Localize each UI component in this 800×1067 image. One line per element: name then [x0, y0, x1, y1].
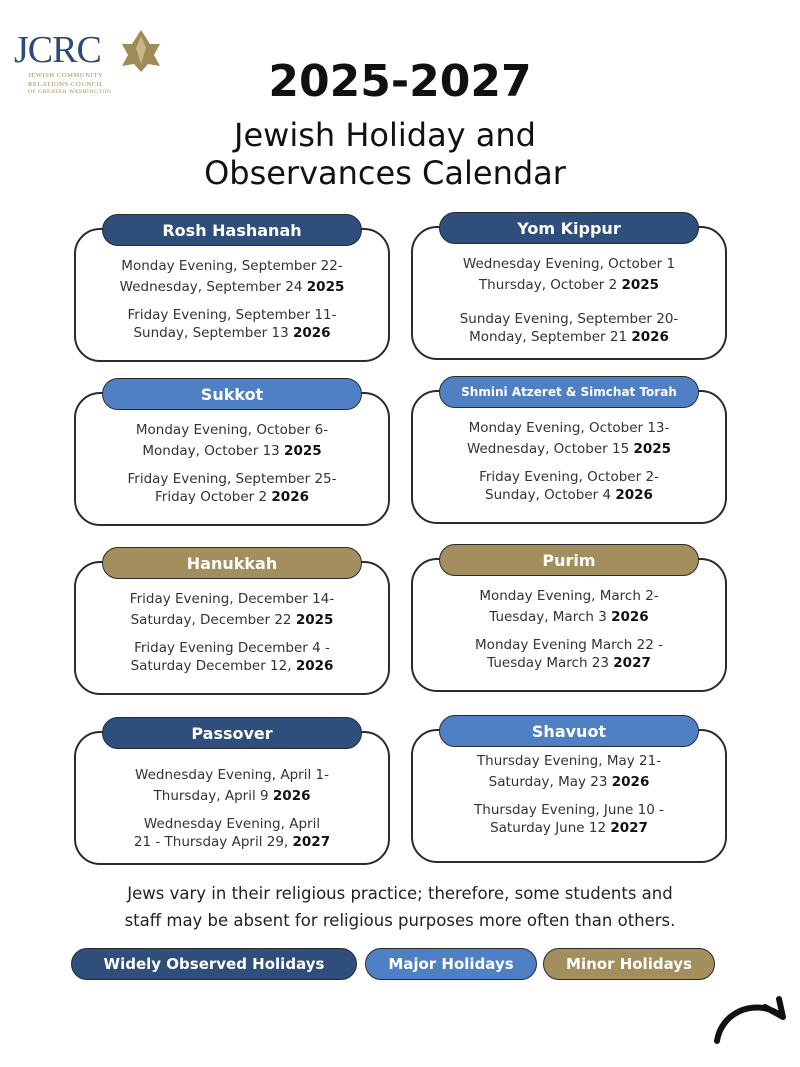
year: 2025 [284, 443, 322, 459]
legend-major: Major Holidays [365, 948, 537, 980]
date-entry: Friday Evening, October 2- Sunday, October 4 2026 [479, 469, 659, 503]
logo-subtitle-line: OF GREATER WASHINGTON [28, 89, 112, 95]
year: 2027 [613, 655, 651, 671]
subtitle-line: Observances Calendar [204, 154, 566, 192]
date-entry: Monday Evening, October 13- Wednesday, October 15 2025 [466, 420, 672, 457]
holiday-name-label: Sukkot [102, 378, 362, 410]
practice-note: Jews vary in their religious practice; therefore, some students and staff may be absent for religious purposes more often than others. [124, 884, 676, 930]
holiday-name-label: Hanukkah [102, 547, 362, 579]
holiday-name-label: Yom Kippur [439, 212, 699, 244]
date-entry: Thursday Evening, June 10 - Saturday June 12 2027 [474, 802, 664, 836]
logo-mark: JCRC [14, 29, 101, 71]
date-entry: Monday Evening March 22 - Tuesday March 23 2027 [475, 637, 663, 671]
holiday-card-passover [74, 723, 390, 865]
holiday-card-rosh-hashanah [74, 220, 390, 362]
year: 2026 [611, 609, 649, 625]
year: 2026 [615, 487, 653, 503]
subtitle-line: Jewish Holiday and [234, 116, 536, 154]
holiday-card-shavuot [411, 721, 727, 863]
year: 2026 [272, 788, 311, 804]
logo-subtitle-line: JEWISH COMMUNITY [28, 72, 104, 79]
holiday-card-purim [411, 550, 727, 692]
date-entry: Monday Evening, March 2- Tuesday, March 3 2026 [479, 588, 659, 625]
date-entry: Friday Evening, December 14- Saturday, December 22 2025 [129, 591, 335, 628]
legend-minor: Minor Holidays [543, 948, 715, 980]
holiday-card-sukkot [74, 384, 390, 526]
year: 2027 [292, 834, 331, 850]
holiday-name-label: Shmini Atzeret & Simchat Torah [439, 376, 699, 408]
holiday-name-label: Purim [439, 544, 699, 576]
holiday-card-yom-kippur [411, 218, 727, 360]
date-entry: Monday Evening, September 22- Wednesday, September 24 2025 [119, 258, 345, 295]
curved-arrow-right-icon[interactable] [705, 995, 795, 1055]
year: 2026 [631, 329, 669, 345]
year: 2026 [611, 774, 650, 790]
date-entry: Wednesday Evening, October 1 Thursday, October 2 2025 [462, 256, 676, 293]
logo-subtitle-line: RELATIONS COUNCIL [28, 81, 105, 88]
holiday-name-label: Passover [102, 717, 362, 749]
year: 2025 [621, 277, 660, 293]
date-entry: Thursday Evening, May 21- Saturday, May 23 2026 [476, 753, 662, 790]
date-entry: Friday Evening, September 25- Friday October 2 2026 [127, 471, 337, 505]
page-subtitle [0, 116, 770, 192]
year: 2026 [292, 325, 331, 341]
date-entry: Friday Evening, September 11- Sunday, September 13 2026 [127, 307, 337, 341]
year: 2025 [633, 441, 672, 457]
year: 2025 [295, 612, 334, 628]
page-title: 2025-2027 [268, 56, 532, 107]
year: 2026 [271, 489, 309, 505]
holiday-card-shmini-atzeret [411, 385, 727, 524]
legend-widely-observed: Widely Observed Holidays [71, 948, 357, 980]
date-entry: Wednesday Evening, April 1- Thursday, April 9 2026 [135, 767, 329, 804]
year: 2026 [295, 658, 334, 674]
holiday-name-label: Shavuot [439, 715, 699, 747]
date-entry: Wednesday Evening, April 21 - Thursday April 29, 2027 [133, 816, 331, 850]
year: 2027 [610, 820, 648, 836]
holiday-card-hanukkah [74, 553, 390, 695]
holiday-name-label: Rosh Hashanah [102, 214, 362, 246]
year: 2025 [306, 279, 345, 295]
date-entry: Friday Evening December 4 - Saturday December 12, 2026 [130, 640, 334, 674]
date-entry: Sunday Evening, September 20- Monday, September 21 2026 [459, 311, 679, 345]
date-entry: Monday Evening, October 6- Monday, October 13 2025 [135, 422, 329, 459]
